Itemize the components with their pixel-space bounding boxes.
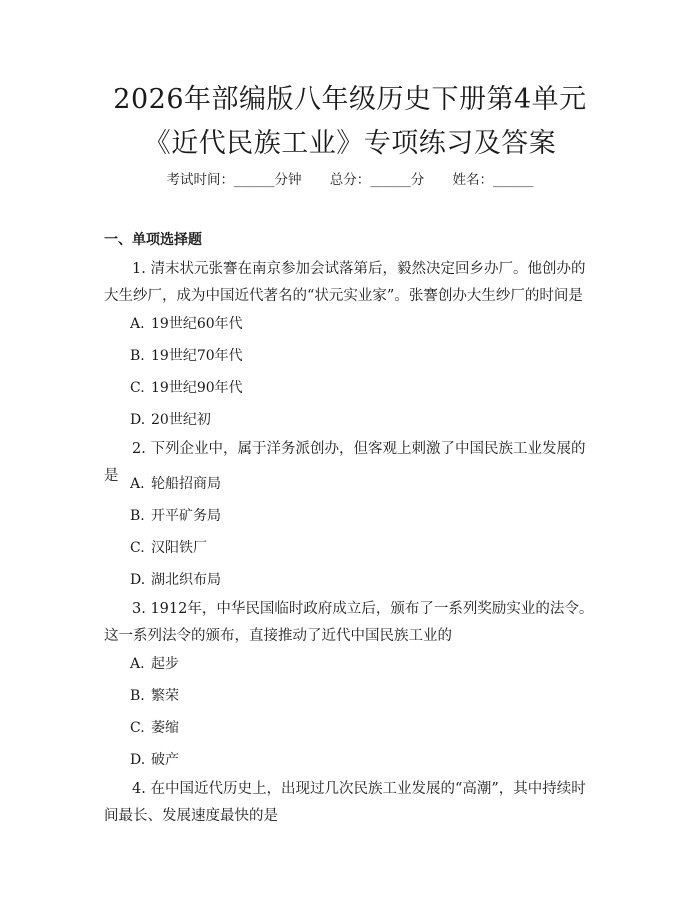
question-2-option-a	[130, 473, 221, 493]
total-score-field: 总分：______分	[329, 172, 425, 188]
option-text: 繁荣	[151, 688, 179, 704]
question-1-option-c	[130, 377, 243, 397]
option-letter: C.	[130, 380, 145, 396]
question-2-option-d	[130, 569, 221, 589]
question-4: 4. 在中国近代历史上，出现过几次民族工业发展的“高潮”，其中持续时间最长、发展速度最快的是	[104, 781, 586, 824]
option-text: 轮船招商局	[151, 476, 221, 492]
name-field: 姓名：______	[452, 172, 534, 188]
option-text: 开平矿务局	[151, 508, 221, 524]
document-title: 2026年部编版八年级历史下册第4单元《近代民族工业》专项练习及答案	[113, 84, 587, 159]
option-text: 20世纪初	[151, 412, 211, 428]
option-letter: D.	[130, 412, 146, 428]
question-2: 2. 下列企业中，属于洋务派创办，但客观上刺激了中国民族工业发展的是	[104, 441, 586, 484]
option-letter: A.	[130, 656, 145, 672]
option-text: 汉阳铁厂	[151, 540, 207, 556]
question-2-option-c	[130, 537, 207, 557]
question-1-option-b	[130, 345, 243, 365]
option-letter: D.	[130, 752, 146, 768]
question-3: 3. 1912年，中华民国临时政府成立后，颁布了一系列奖励实业的法令。这一系列法令的颁布，直接推动了近代中国民族工业的	[104, 601, 594, 644]
option-letter: B.	[130, 508, 145, 524]
option-text: 起步	[151, 656, 179, 672]
option-letter: C.	[130, 540, 145, 556]
question-3-option-a	[130, 653, 179, 673]
option-text: 破产	[151, 752, 179, 768]
option-text: 萎缩	[151, 720, 179, 736]
question-2-option-b	[130, 505, 221, 525]
question-1-option-a	[130, 313, 243, 333]
section-heading: 一、单项选择题	[104, 232, 202, 248]
question-3-option-c	[130, 717, 179, 737]
option-letter: A.	[130, 476, 145, 492]
question-3-option-d	[130, 749, 179, 769]
option-text: 19世纪70年代	[151, 348, 243, 364]
option-text: 19世纪90年代	[151, 380, 243, 396]
question-1: 1. 清末状元张謇在南京参加会试落第后，毅然决定回乡办厂。他创办的大生纱厂，成为中国近代著名的“状元实业家”。张謇创办大生纱厂的时间是	[104, 261, 586, 304]
option-letter: A.	[130, 316, 145, 332]
exam-time-field: 考试时间：______分钟	[166, 172, 302, 188]
question-3-option-b	[130, 685, 179, 705]
option-text: 19世纪60年代	[151, 316, 243, 332]
option-letter: B.	[130, 348, 145, 364]
option-letter: B.	[130, 688, 145, 704]
question-1-option-d	[130, 409, 211, 429]
option-letter: D.	[130, 572, 146, 588]
exam-info	[0, 168, 700, 188]
option-letter: C.	[130, 720, 145, 736]
option-text: 湖北织布局	[151, 572, 221, 588]
